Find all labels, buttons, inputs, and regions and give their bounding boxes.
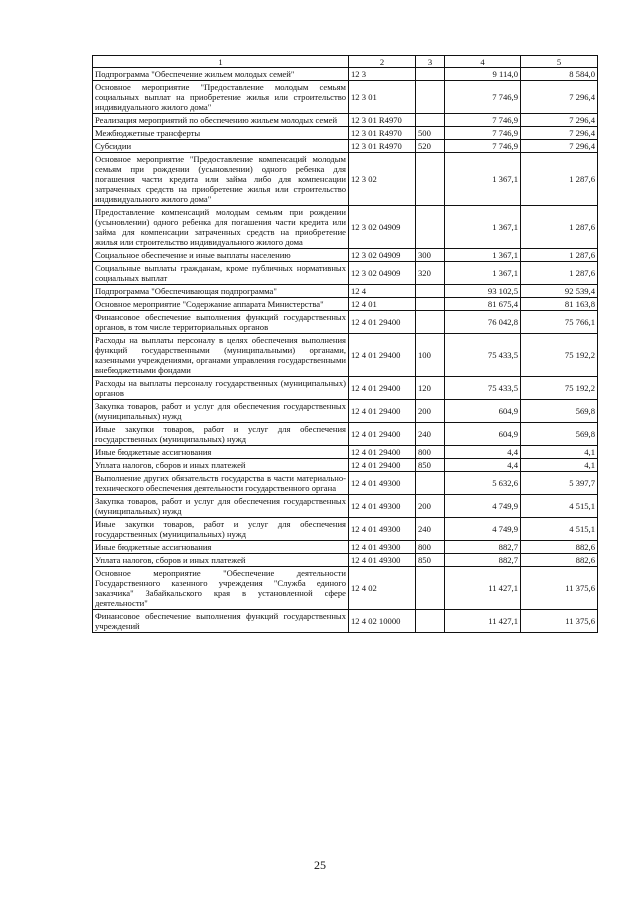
table-row <box>93 285 598 298</box>
row-value-1-cell: 1 367,1 <box>445 249 521 262</box>
row-name-cell: Подпрограмма "Обеспечение жильем молодых семей" <box>93 68 349 81</box>
row-value-2-cell: 1 287,6 <box>521 249 598 262</box>
row-expense-type-cell: 240 <box>416 423 445 446</box>
row-value-2-cell: 4 515,1 <box>521 518 598 541</box>
row-code-cell: 12 3 02 04909 <box>349 262 416 285</box>
column-header-5: 5 <box>521 56 598 68</box>
row-code-cell: 12 3 02 04909 <box>349 249 416 262</box>
budget-table <box>92 55 598 633</box>
row-expense-type-cell: 850 <box>416 554 445 567</box>
row-name-cell: Основное мероприятие "Предоставление компенсаций молодым семьям при рождении (усыновлении) одного ребенка для погашения части кредита или займа либо для компенсации затраченных средств на приобретение жилья или строительство индивидуального жилого дома" <box>93 153 349 206</box>
table-row <box>93 153 598 206</box>
row-expense-type-cell: 520 <box>416 140 445 153</box>
table-row <box>93 68 598 81</box>
row-expense-type-cell: 240 <box>416 518 445 541</box>
row-value-2-cell: 75 766,1 <box>521 311 598 334</box>
row-value-1-cell: 81 675,4 <box>445 298 521 311</box>
row-value-1-cell: 882,7 <box>445 554 521 567</box>
row-value-2-cell: 5 397,7 <box>521 472 598 495</box>
row-name-cell: Закупка товаров, работ и услуг для обеспечения государственных (муниципальных) нужд <box>93 400 349 423</box>
row-expense-type-cell <box>416 610 445 633</box>
row-name-cell: Субсидии <box>93 140 349 153</box>
row-name-cell: Финансовое обеспечение выполнения функций государственных учреждений <box>93 610 349 633</box>
table-row <box>93 81 598 114</box>
row-code-cell: 12 4 02 10000 <box>349 610 416 633</box>
page-number: 25 <box>314 858 326 872</box>
table-header-row <box>93 56 598 68</box>
table-row <box>93 472 598 495</box>
row-value-1-cell: 76 042,8 <box>445 311 521 334</box>
row-value-1-cell: 882,7 <box>445 541 521 554</box>
row-code-cell: 12 4 <box>349 285 416 298</box>
row-name-cell: Выполнение других обязательств государства в части материально-технического обеспечения деятельности государственного органа <box>93 472 349 495</box>
row-value-2-cell: 7 296,4 <box>521 140 598 153</box>
row-expense-type-cell <box>416 153 445 206</box>
row-name-cell: Иные закупки товаров, работ и услуг для обеспечения государственных (муниципальных) нужд <box>93 423 349 446</box>
row-code-cell: 12 4 01 29400 <box>349 459 416 472</box>
table-row <box>93 377 598 400</box>
table-row <box>93 262 598 285</box>
row-value-2-cell: 882,6 <box>521 541 598 554</box>
row-value-1-cell: 4 749,9 <box>445 495 521 518</box>
row-code-cell: 12 4 01 29400 <box>349 446 416 459</box>
row-value-2-cell: 1 287,6 <box>521 206 598 249</box>
table-row <box>93 206 598 249</box>
row-value-1-cell: 7 746,9 <box>445 127 521 140</box>
row-name-cell: Уплата налогов, сборов и иных платежей <box>93 554 349 567</box>
row-value-2-cell: 7 296,4 <box>521 81 598 114</box>
row-code-cell: 12 4 01 29400 <box>349 423 416 446</box>
row-expense-type-cell <box>416 81 445 114</box>
row-value-1-cell: 93 102,5 <box>445 285 521 298</box>
row-expense-type-cell <box>416 567 445 610</box>
table-row <box>93 140 598 153</box>
row-value-2-cell: 569,8 <box>521 423 598 446</box>
row-value-2-cell: 11 375,6 <box>521 610 598 633</box>
row-expense-type-cell <box>416 472 445 495</box>
row-expense-type-cell: 500 <box>416 127 445 140</box>
row-code-cell: 12 4 01 <box>349 298 416 311</box>
row-value-1-cell: 11 427,1 <box>445 610 521 633</box>
row-value-2-cell: 75 192,2 <box>521 334 598 377</box>
row-value-1-cell: 1 367,1 <box>445 262 521 285</box>
row-name-cell: Реализация мероприятий по обеспечению жильем молодых семей <box>93 114 349 127</box>
row-name-cell: Предоставление компенсаций молодым семьям при рождении (усыновлении) одного ребенка для погашения части кредита или займа для компенсации затраченных средств на приобретение жилья или строительство индивидуального жилого дома <box>93 206 349 249</box>
row-expense-type-cell: 850 <box>416 459 445 472</box>
row-code-cell: 12 3 01 R4970 <box>349 114 416 127</box>
row-expense-type-cell: 800 <box>416 446 445 459</box>
row-code-cell: 12 4 01 49300 <box>349 541 416 554</box>
row-value-1-cell: 75 433,5 <box>445 334 521 377</box>
row-value-1-cell: 1 367,1 <box>445 206 521 249</box>
row-value-2-cell: 569,8 <box>521 400 598 423</box>
column-header-3: 3 <box>416 56 445 68</box>
row-code-cell: 12 3 02 04909 <box>349 206 416 249</box>
row-code-cell: 12 4 01 29400 <box>349 400 416 423</box>
row-expense-type-cell: 320 <box>416 262 445 285</box>
row-code-cell: 12 3 <box>349 68 416 81</box>
table-row <box>93 298 598 311</box>
table-row <box>93 249 598 262</box>
column-header-1: 1 <box>93 56 349 68</box>
row-value-2-cell: 92 539,4 <box>521 285 598 298</box>
row-name-cell: Основное мероприятие "Предоставление молодым семьям социальных выплат на приобретение жилья или строительство индивидуального жилого дома" <box>93 81 349 114</box>
table-row <box>93 423 598 446</box>
row-code-cell: 12 4 01 29400 <box>349 377 416 400</box>
row-name-cell: Социальные выплаты гражданам, кроме публичных нормативных социальных выплат <box>93 262 349 285</box>
row-expense-type-cell <box>416 311 445 334</box>
row-value-1-cell: 5 632,6 <box>445 472 521 495</box>
row-expense-type-cell <box>416 68 445 81</box>
row-expense-type-cell: 300 <box>416 249 445 262</box>
table-body <box>93 68 598 633</box>
row-value-2-cell: 7 296,4 <box>521 127 598 140</box>
table-row <box>93 311 598 334</box>
row-name-cell: Иные бюджетные ассигнования <box>93 446 349 459</box>
row-value-2-cell: 4,1 <box>521 459 598 472</box>
row-name-cell: Основное мероприятие "Обеспечение деятельности Государственного казенного учреждения "Служба единого заказчика" Забайкальского края в установленной сфере деятельности" <box>93 567 349 610</box>
row-code-cell: 12 3 01 R4970 <box>349 140 416 153</box>
row-value-2-cell: 4,1 <box>521 446 598 459</box>
row-name-cell: Закупка товаров, работ и услуг для обеспечения государственных (муниципальных) нужд <box>93 495 349 518</box>
row-value-1-cell: 1 367,1 <box>445 153 521 206</box>
row-expense-type-cell: 200 <box>416 400 445 423</box>
table-row <box>93 554 598 567</box>
row-value-1-cell: 9 114,0 <box>445 68 521 81</box>
row-value-2-cell: 1 287,6 <box>521 262 598 285</box>
row-value-1-cell: 7 746,9 <box>445 114 521 127</box>
row-code-cell: 12 4 01 49300 <box>349 495 416 518</box>
row-name-cell: Межбюджетные трансферты <box>93 127 349 140</box>
row-expense-type-cell: 120 <box>416 377 445 400</box>
row-name-cell: Расходы на выплаты персоналу в целях обеспечения выполнения функций государственными (муниципальными) органами, казенными учреждениями, органами управления государственными внебюджетными фондами <box>93 334 349 377</box>
budget-table-container <box>92 55 597 633</box>
row-value-1-cell: 4,4 <box>445 459 521 472</box>
table-row <box>93 518 598 541</box>
table-row <box>93 610 598 633</box>
table-row <box>93 114 598 127</box>
row-value-2-cell: 8 584,0 <box>521 68 598 81</box>
row-expense-type-cell: 200 <box>416 495 445 518</box>
table-row <box>93 541 598 554</box>
row-expense-type-cell: 100 <box>416 334 445 377</box>
row-name-cell: Уплата налогов, сборов и иных платежей <box>93 459 349 472</box>
row-name-cell: Социальное обеспечение и иные выплаты населению <box>93 249 349 262</box>
row-code-cell: 12 3 01 <box>349 81 416 114</box>
column-header-2: 2 <box>349 56 416 68</box>
row-value-2-cell: 4 515,1 <box>521 495 598 518</box>
row-code-cell: 12 4 01 49300 <box>349 472 416 495</box>
row-value-2-cell: 81 163,8 <box>521 298 598 311</box>
table-row <box>93 459 598 472</box>
row-value-1-cell: 75 433,5 <box>445 377 521 400</box>
row-value-1-cell: 7 746,9 <box>445 140 521 153</box>
row-name-cell: Расходы на выплаты персоналу государственных (муниципальных) органов <box>93 377 349 400</box>
row-value-2-cell: 1 287,6 <box>521 153 598 206</box>
table-row <box>93 567 598 610</box>
column-header-4: 4 <box>445 56 521 68</box>
row-value-2-cell: 7 296,4 <box>521 114 598 127</box>
row-value-1-cell: 604,9 <box>445 423 521 446</box>
row-value-2-cell: 11 375,6 <box>521 567 598 610</box>
row-name-cell: Финансовое обеспечение выполнения функций государственных органов, в том числе территориальных органов <box>93 311 349 334</box>
row-value-1-cell: 7 746,9 <box>445 81 521 114</box>
row-name-cell: Подпрограмма "Обеспечивающая подпрограмма" <box>93 285 349 298</box>
row-expense-type-cell <box>416 114 445 127</box>
row-code-cell: 12 3 02 <box>349 153 416 206</box>
row-code-cell: 12 4 01 49300 <box>349 518 416 541</box>
row-value-2-cell: 882,6 <box>521 554 598 567</box>
row-expense-type-cell <box>416 285 445 298</box>
row-value-1-cell: 11 427,1 <box>445 567 521 610</box>
row-name-cell: Основное мероприятие "Содержание аппарата Министерства" <box>93 298 349 311</box>
row-value-1-cell: 4,4 <box>445 446 521 459</box>
row-code-cell: 12 4 02 <box>349 567 416 610</box>
table-row <box>93 334 598 377</box>
row-expense-type-cell <box>416 298 445 311</box>
table-row <box>93 446 598 459</box>
table-row <box>93 495 598 518</box>
row-value-1-cell: 4 749,9 <box>445 518 521 541</box>
row-name-cell: Иные закупки товаров, работ и услуг для обеспечения государственных (муниципальных) нужд <box>93 518 349 541</box>
row-value-2-cell: 75 192,2 <box>521 377 598 400</box>
row-value-1-cell: 604,9 <box>445 400 521 423</box>
row-code-cell: 12 3 01 R4970 <box>349 127 416 140</box>
row-code-cell: 12 4 01 29400 <box>349 334 416 377</box>
row-name-cell: Иные бюджетные ассигнования <box>93 541 349 554</box>
row-code-cell: 12 4 01 49300 <box>349 554 416 567</box>
row-expense-type-cell <box>416 206 445 249</box>
table-row <box>93 400 598 423</box>
row-code-cell: 12 4 01 29400 <box>349 311 416 334</box>
table-row <box>93 127 598 140</box>
row-expense-type-cell: 800 <box>416 541 445 554</box>
